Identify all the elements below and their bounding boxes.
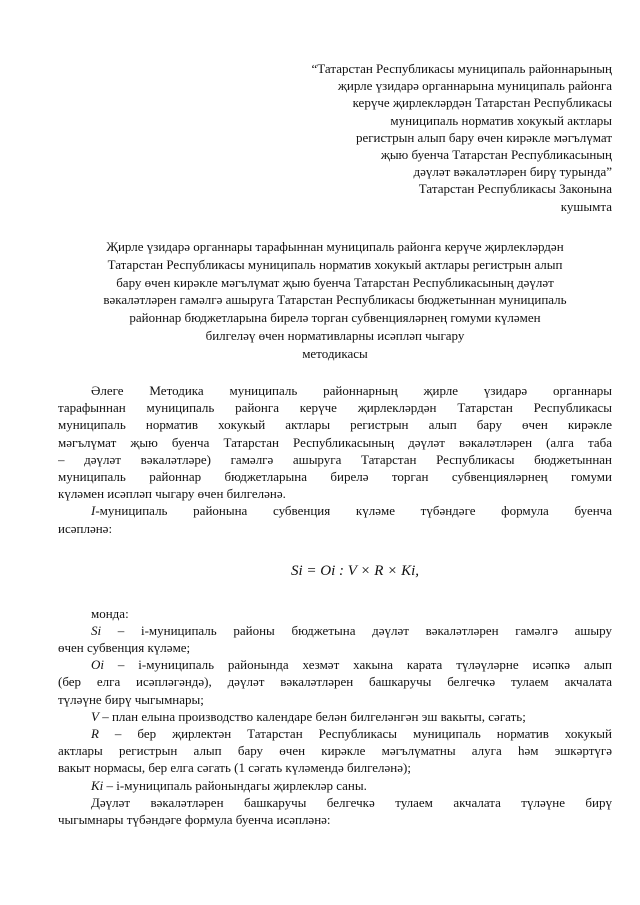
- body-line: вакыт нормасы, бер елга сәгать (1 сәгать күләмендә билгеләнә);: [58, 760, 411, 776]
- header-line: регистрын алып бару өчен кирәкле мәгълүмат: [355, 129, 612, 145]
- body-line: (бер елга исәпләгәндә), дәүләт вәкаләтләрен башкаручы белгечкә тулаем акчалата: [58, 674, 612, 690]
- body-line: исәпләнә:: [58, 520, 113, 536]
- title-line: районнар бюджетларына бирелә торган субвенцияләрнең гомуми күләмен: [129, 310, 541, 326]
- body-text: – i-муниципаль районында хезмәт хакына карата түләүләрне исәпкә алып: [104, 657, 612, 673]
- definition-line: [58, 656, 612, 673]
- variable-symbol: R: [91, 726, 99, 741]
- definition-line: [58, 725, 612, 742]
- subvention-formula: Si = Oi : V × R × Ki,: [290, 562, 419, 579]
- header-line: “Татарстан Республикасы муниципаль районнарының: [311, 61, 612, 76]
- body-line: өчен субвенция күләме;: [58, 640, 191, 656]
- header-line: җирле үзидарә органнарына муниципаль районга: [337, 78, 612, 94]
- body-line: Дәүләт вәкаләтләрен башкаручы белгечкә тулаем акчалата түләүне бирү: [91, 794, 612, 810]
- variable-symbol: V: [91, 708, 99, 724]
- definition-line: [58, 777, 612, 794]
- body-text: -муниципаль районына субвенция күләме түбәндәге формула буенча: [95, 503, 612, 519]
- header-line: керүче җирлекләрдән Татарстан Республикасы: [352, 95, 612, 111]
- title-line: методикасы: [302, 345, 368, 361]
- body-line: күләмен исәпләп чыгару өчен билгеләнә.: [58, 486, 286, 502]
- header-line: кушымта: [560, 198, 612, 214]
- body-line: муниципаль норматив хокукый актлары регистрын алып бару өчен кирәкле: [58, 417, 612, 433]
- title-line: бару өчен кирәкле мәгълүмат җыю буенча Татарстан Республикасының дәүләт: [116, 274, 554, 290]
- document-body: [58, 382, 612, 828]
- definition-line: [58, 708, 612, 725]
- body-line: чыгымнары түбәндәге формула буенча исәпләнә:: [58, 811, 331, 827]
- variable-symbol: Ki: [91, 777, 104, 793]
- document-title: [58, 238, 612, 363]
- body-line: [58, 502, 612, 519]
- title-line: вәкаләтләрен гамәлгә ашыруга Татарстан Республикасы бюджетыннан муниципаль: [103, 292, 567, 308]
- header-line: муниципаль норматив хокукый актлары: [390, 112, 612, 128]
- header-line: Татарстан Республикасы Законына: [418, 181, 612, 197]
- body-line: түләүне бирү чыгымнары;: [58, 691, 204, 707]
- body-text: – план елына производство календаре белән билгеләнгән эш вакыты, сәгать;: [98, 708, 526, 724]
- variable-symbol: I: [91, 503, 96, 519]
- body-line: Әлеге Методика муниципаль районнарның җирле үзидарә органнары: [91, 383, 612, 398]
- body-line: муниципаль районнар бюджетларына бирелә торган субвенцияләрнең гомуми: [58, 468, 612, 484]
- body-line: актлары регистрын алып бару өчен кирәкле мәгълүматны алуга һәм эшкәртүгә: [58, 743, 612, 759]
- variable-symbol: Si: [91, 622, 102, 638]
- variable-symbol: Oi: [91, 657, 104, 673]
- body-line: мәгълүмат җыю буенча Татарстан Республикасының дәүләт вәкаләтләрен (алга таба: [58, 434, 612, 450]
- definition-line: [58, 622, 612, 639]
- header-line: дәүләт вәкаләтләрен бирү турында”: [413, 164, 612, 180]
- body-text: – бер җирлектән Татарстан Республикасы муниципаль норматив хокукый: [98, 726, 612, 741]
- body-line: – дәүләт вәкаләтләре) гамәлгә ашыруга Татарстан Республикасы бюджетыннан: [58, 451, 612, 467]
- header-line: җыю буенча Татарстан Республикасының: [380, 147, 612, 163]
- body-line: тарафыннан муниципаль районга керүче җирлекләрдән Татарстан Республикасы: [58, 400, 612, 416]
- body-text: – i-муниципаль районындагы җирлекләр саны.: [103, 777, 367, 793]
- body-line: монда:: [91, 605, 129, 621]
- body-text: – i-муниципаль районы бюджетына дәүләт вәкаләтләрен гамәлгә ашыру: [101, 622, 612, 638]
- title-line: Җирле үзидарә органнары тарафыннан муниципаль районга керүче җирлекләрдән: [106, 239, 564, 254]
- law-appendix-header: [212, 60, 612, 215]
- title-line: Татарстан Республикасы муниципаль норматив хокукый актлары регистрын алып: [107, 256, 563, 272]
- title-line: билгеләү өчен нормативларны исәпләп чыгару: [205, 327, 465, 343]
